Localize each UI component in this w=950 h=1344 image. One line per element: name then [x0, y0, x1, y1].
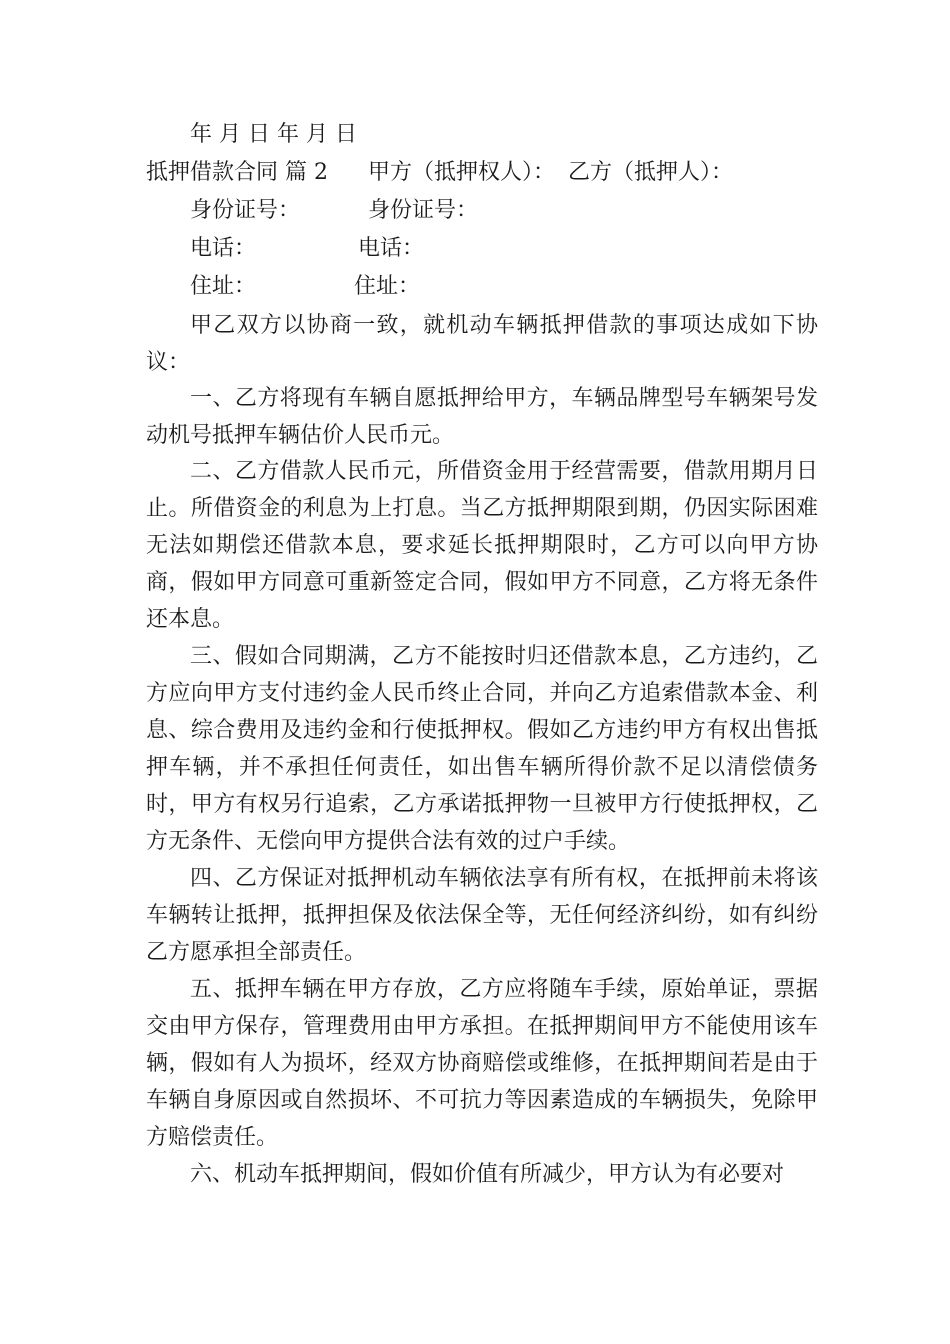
paragraph-clause-6: 六、机动车抵押期间，假如价值有所减少，甲方认为有必要对 — [190, 1162, 785, 1187]
paragraph-clause-1: 一、乙方将现有车辆自愿抵押给甲方，车辆品牌型号车辆架号发动机号抵押车辆估价人民币元。 — [146, 386, 818, 448]
paragraph-clause-2: 二、乙方借款人民币元，所借资金用于经营需要，借款用期月日止。所借资金的利息为上打息。当乙方抵押期限到期，仍因实际困难无法如期偿还借款本息，要求延长抵押期限时，乙方可以向甲方协商，假如甲方同意可重新签定合同，假如甲方不同意，乙方将无条件还本息。 — [146, 459, 818, 632]
id-number-b: 身份证号： — [368, 198, 479, 223]
address-b: 住址： — [354, 274, 421, 299]
phone-a: 电话： — [190, 236, 257, 261]
paragraph-clause-4: 四、乙方保证对抵押机动车辆依法享有所有权，在抵押前未将该车辆转让抵押，抵押担保及依法保全等，无任何经济纠纷，如有纠纷乙方愿承担全部责任。 — [146, 866, 818, 965]
date-line: 年 月 日 年 月 日 — [190, 122, 357, 147]
phone-b: 电话： — [358, 236, 425, 261]
id-number-a: 身份证号： — [190, 198, 301, 223]
party-b-label: 乙方（抵押人）： — [568, 160, 734, 185]
address-a: 住址： — [190, 274, 257, 299]
paragraph-clause-3: 三、假如合同期满，乙方不能按时归还借款本息，乙方违约，乙方应向甲方支付违约金人民币终止合同，并向乙方追索借款本金、利息、综合费用及违约金和行使抵押权。假如乙方违约甲方有权出售抵押车辆，并不承担任何责任，如出售车辆所得价款不足以清偿债务时，甲方有权另行追索，乙方承诺抵押物一旦被甲方行使抵押权，乙方无条件、无偿向甲方提供合法有效的过户手续。 — [146, 644, 818, 854]
paragraph-clause-5: 五、抵押车辆在甲方存放，乙方应将随车手续，原始单证，票据交由甲方保存，管理费用由甲方承担。在抵押期间甲方不能使用该车辆，假如有人为损坏，经双方协商赔偿或维修，在抵押期间若是由于车辆自身原因或自然损坏、不可抗力等因素造成的车辆损失，免除甲方赔偿责任。 — [146, 977, 818, 1150]
contract-title: 抵押借款合同 篇 2 — [146, 160, 328, 185]
paragraph-intro: 甲乙双方以协商一致，就机动车辆抵押借款的事项达成如下协议： — [146, 313, 818, 375]
party-a-label: 甲方（抵押权人）： — [368, 160, 556, 185]
